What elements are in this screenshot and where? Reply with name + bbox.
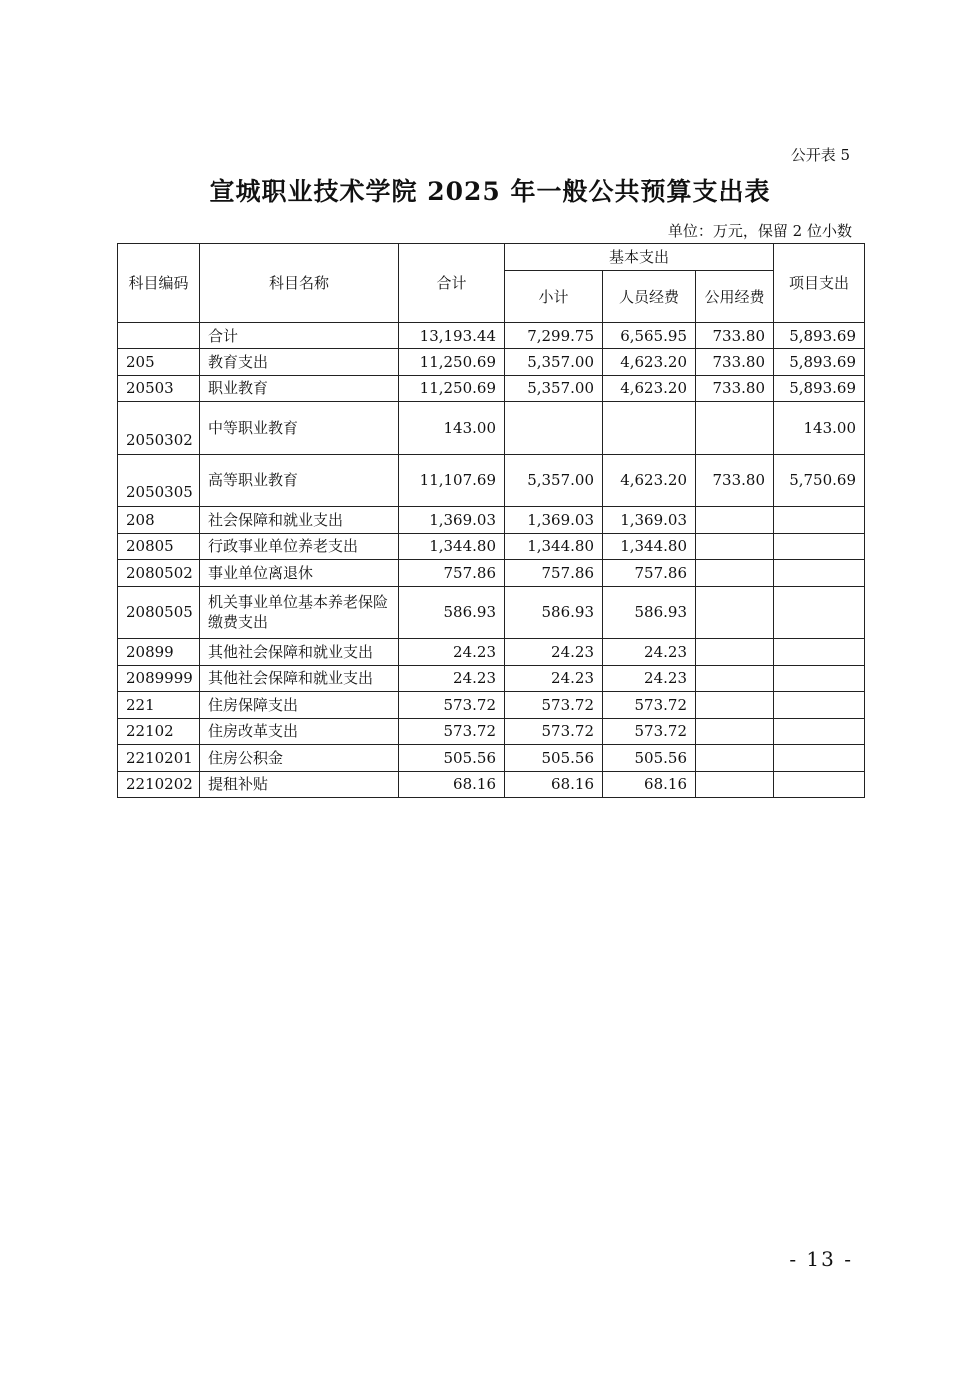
- table-row: [118, 639, 865, 666]
- cell-subtotal: 1,344.80: [505, 533, 603, 560]
- cell-personnel: 1,344.80: [603, 533, 696, 560]
- cell-code: 22102: [118, 718, 200, 745]
- header-total: 合计: [399, 244, 505, 323]
- header-code: 科目编码: [118, 244, 200, 323]
- cell-name: 教育支出: [200, 349, 399, 376]
- cell-project: 5,893.69: [774, 349, 865, 376]
- cell-public: [696, 533, 774, 560]
- cell-public: 733.80: [696, 454, 774, 507]
- cell-name: 提租补贴: [200, 771, 399, 798]
- table-row: [118, 692, 865, 719]
- cell-code: 2050305: [118, 454, 200, 507]
- cell-code: 208: [118, 507, 200, 534]
- cell-personnel: 505.56: [603, 745, 696, 772]
- budget-table: [117, 243, 865, 798]
- cell-personnel: [603, 402, 696, 455]
- cell-subtotal: 757.86: [505, 560, 603, 587]
- header-project: 项目支出: [774, 244, 865, 323]
- cell-project: [774, 718, 865, 745]
- cell-subtotal: 573.72: [505, 718, 603, 745]
- cell-personnel: 757.86: [603, 560, 696, 587]
- cell-code: 205: [118, 349, 200, 376]
- cell-total: 143.00: [399, 402, 505, 455]
- cell-code: 221: [118, 692, 200, 719]
- cell-name: 其他社会保障和就业支出: [200, 665, 399, 692]
- cell-total: 573.72: [399, 718, 505, 745]
- cell-subtotal: 586.93: [505, 586, 603, 639]
- cell-public: [696, 507, 774, 534]
- cell-public: [696, 586, 774, 639]
- cell-name: 合计: [200, 323, 399, 349]
- cell-personnel: 573.72: [603, 718, 696, 745]
- cell-personnel: 573.72: [603, 692, 696, 719]
- cell-total: 13,193.44: [399, 323, 505, 349]
- cell-project: [774, 665, 865, 692]
- header-subtotal: 小计: [505, 271, 603, 323]
- cell-public: [696, 692, 774, 719]
- cell-total: 573.72: [399, 692, 505, 719]
- cell-subtotal: 24.23: [505, 639, 603, 666]
- cell-personnel: 24.23: [603, 639, 696, 666]
- cell-public: 733.80: [696, 323, 774, 349]
- table-row: [118, 533, 865, 560]
- cell-public: 733.80: [696, 375, 774, 402]
- header-public: 公用经费: [696, 271, 774, 323]
- cell-total: 1,344.80: [399, 533, 505, 560]
- cell-name: 其他社会保障和就业支出: [200, 639, 399, 666]
- cell-project: [774, 586, 865, 639]
- cell-subtotal: 24.23: [505, 665, 603, 692]
- table-number-label: 公开表 5: [790, 146, 850, 164]
- cell-total: 11,250.69: [399, 349, 505, 376]
- page-title: 宣城职业技术学院 2025 年一般公共预算支出表: [209, 177, 771, 206]
- table-row: [118, 507, 865, 534]
- cell-total: 757.86: [399, 560, 505, 587]
- cell-personnel: 6,565.95: [603, 323, 696, 349]
- cell-public: 733.80: [696, 349, 774, 376]
- cell-subtotal: 5,357.00: [505, 349, 603, 376]
- cell-personnel: 68.16: [603, 771, 696, 798]
- cell-name: 住房公积金: [200, 745, 399, 772]
- cell-code: 2210202: [118, 771, 200, 798]
- page-number: - 13 -: [789, 1247, 853, 1271]
- cell-code: 2050302: [118, 402, 200, 455]
- cell-total: 24.23: [399, 665, 505, 692]
- cell-code: 2210201: [118, 745, 200, 772]
- table-row: [118, 745, 865, 772]
- cell-project: 5,893.69: [774, 323, 865, 349]
- cell-project: [774, 771, 865, 798]
- cell-name: 住房保障支出: [200, 692, 399, 719]
- table-row-total: [118, 323, 865, 349]
- table-row: [118, 586, 865, 639]
- cell-public: [696, 560, 774, 587]
- cell-public: [696, 639, 774, 666]
- cell-project: [774, 745, 865, 772]
- cell-public: [696, 771, 774, 798]
- cell-personnel: 4,623.20: [603, 349, 696, 376]
- cell-total: 586.93: [399, 586, 505, 639]
- table-row: [118, 454, 865, 507]
- header-basic: 基本支出: [505, 244, 774, 271]
- table-row: [118, 718, 865, 745]
- header-name: 科目名称: [200, 244, 399, 323]
- cell-project: 143.00: [774, 402, 865, 455]
- cell-public: [696, 745, 774, 772]
- cell-project: 5,750.69: [774, 454, 865, 507]
- cell-code: [118, 323, 200, 349]
- cell-public: [696, 718, 774, 745]
- cell-code: 2080505: [118, 586, 200, 639]
- header-personnel: 人员经费: [603, 271, 696, 323]
- cell-name: 机关事业单位基本养老保险缴费支出: [200, 586, 399, 639]
- cell-personnel: 4,623.20: [603, 454, 696, 507]
- cell-name: 事业单位离退休: [200, 560, 399, 587]
- cell-total: 505.56: [399, 745, 505, 772]
- cell-personnel: 586.93: [603, 586, 696, 639]
- cell-code: 20899: [118, 639, 200, 666]
- cell-project: [774, 533, 865, 560]
- table-row: [118, 375, 865, 402]
- cell-name: 社会保障和就业支出: [200, 507, 399, 534]
- cell-project: [774, 639, 865, 666]
- cell-subtotal: 1,369.03: [505, 507, 603, 534]
- cell-name: 职业教育: [200, 375, 399, 402]
- cell-personnel: 4,623.20: [603, 375, 696, 402]
- cell-personnel: 1,369.03: [603, 507, 696, 534]
- cell-project: [774, 692, 865, 719]
- table-row: [118, 665, 865, 692]
- cell-code: 2089999: [118, 665, 200, 692]
- cell-project: [774, 507, 865, 534]
- cell-subtotal: 5,357.00: [505, 454, 603, 507]
- cell-project: [774, 560, 865, 587]
- table-row: [118, 349, 865, 376]
- table-row: [118, 771, 865, 798]
- cell-total: 68.16: [399, 771, 505, 798]
- cell-subtotal: [505, 402, 603, 455]
- cell-name: 行政事业单位养老支出: [200, 533, 399, 560]
- cell-name: 中等职业教育: [200, 402, 399, 455]
- table-body: [118, 323, 865, 798]
- cell-total: 24.23: [399, 639, 505, 666]
- cell-personnel: 24.23: [603, 665, 696, 692]
- cell-total: 11,250.69: [399, 375, 505, 402]
- cell-code: 20805: [118, 533, 200, 560]
- cell-subtotal: 573.72: [505, 692, 603, 719]
- cell-public: [696, 402, 774, 455]
- cell-name: 高等职业教育: [200, 454, 399, 507]
- cell-public: [696, 665, 774, 692]
- cell-name: 住房改革支出: [200, 718, 399, 745]
- table-row: [118, 560, 865, 587]
- cell-subtotal: 505.56: [505, 745, 603, 772]
- cell-subtotal: 68.16: [505, 771, 603, 798]
- cell-total: 11,107.69: [399, 454, 505, 507]
- cell-code: 2080502: [118, 560, 200, 587]
- cell-subtotal: 7,299.75: [505, 323, 603, 349]
- unit-note: 单位：万元，保留 2 位小数: [667, 222, 852, 240]
- cell-code: 20503: [118, 375, 200, 402]
- cell-project: 5,893.69: [774, 375, 865, 402]
- cell-total: 1,369.03: [399, 507, 505, 534]
- table-row: [118, 402, 865, 455]
- cell-subtotal: 5,357.00: [505, 375, 603, 402]
